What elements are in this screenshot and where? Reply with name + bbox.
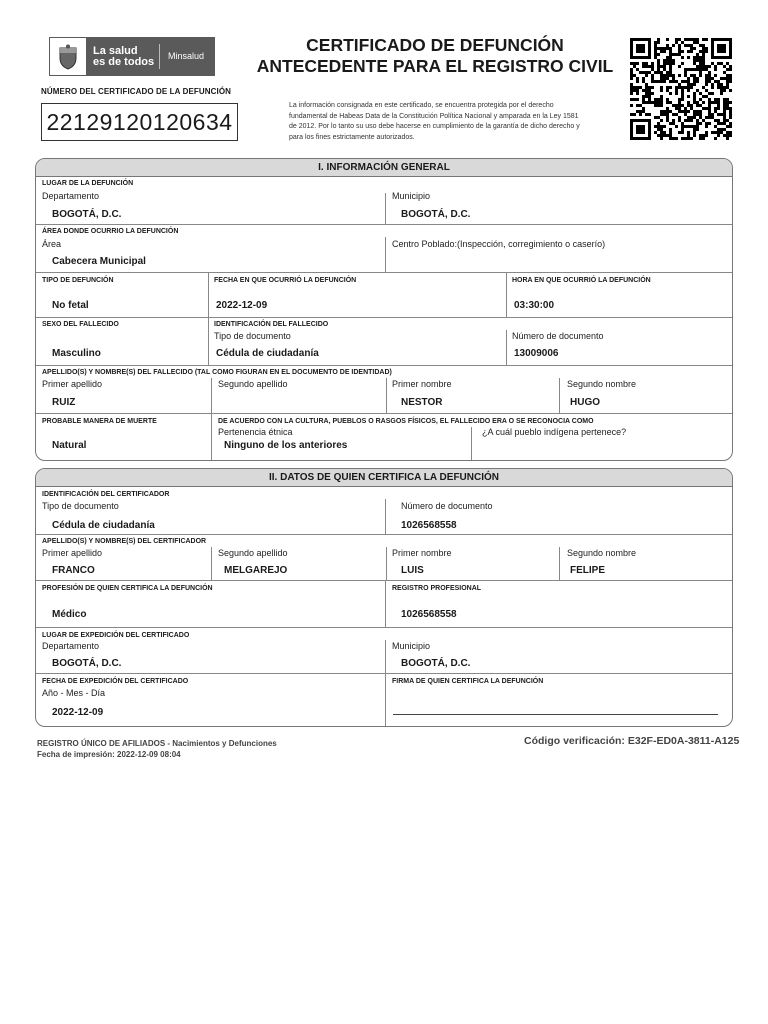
departamento-value: BOGOTÁ, D.C. (52, 209, 122, 220)
primer-nombre-value: NESTOR (401, 397, 443, 408)
etnica-label: Pertenencia étnica (218, 427, 293, 437)
manera-value: Natural (52, 440, 87, 451)
section-certifier-data (35, 468, 733, 727)
municipio-label: Municipio (392, 191, 431, 201)
pueblo-label: ¿A cuál pueblo indígena pertenece? (482, 427, 627, 437)
lugar-label: LUGAR DE LA DEFUNCIÓN (42, 180, 134, 187)
logo-text-line2: es de todos (93, 56, 155, 68)
row-sexo-ident (36, 318, 732, 366)
departamento-label: Departamento (42, 191, 100, 201)
fecha-value: 2022-12-09 (216, 300, 268, 311)
area-value: Cabecera Municipal (52, 256, 146, 267)
row-nombres (36, 366, 732, 414)
row-tipo-fecha-hora (36, 273, 732, 318)
row-profesion (36, 581, 732, 628)
cert-primer-nombre-label: Primer nombre (392, 548, 452, 558)
footer-info (37, 738, 277, 760)
cert-segundo-nombre-value: FELIPE (570, 565, 606, 576)
tipo-doc-value: Cédula de ciudadanía (216, 348, 319, 359)
footer-registro: REGISTRO ÚNICO DE AFILIADOS (37, 739, 166, 748)
cert-primer-apellido-label: Primer apellido (42, 548, 103, 558)
cert-segundo-nombre-label: Segundo nombre (567, 548, 637, 558)
cert-segundo-apellido-value: MELGAREJO (224, 565, 288, 576)
area-label: ÁREA DONDE OCURRIO LA DEFUNCIÓN (42, 228, 179, 235)
cert-nombres-label: APELLIDO(S) Y NOMBRE(S) DEL CERTIFICADOR (42, 538, 207, 545)
exp-municipio-label: Municipio (392, 641, 431, 651)
row-area (36, 225, 732, 273)
qr-code-icon (630, 38, 732, 140)
hora-value: 03:30:00 (514, 300, 555, 311)
section-title: I. INFORMACIÓN GENERAL (36, 159, 732, 177)
num-doc-label: Número de documento (512, 331, 604, 341)
segundo-apellido-label: Segundo apellido (218, 379, 288, 389)
fecha-exp-value: 2022-12-09 (52, 707, 104, 718)
cert-num-doc-value: 1026568558 (401, 520, 457, 531)
row-manera-etnia (36, 414, 732, 460)
fecha-exp-label: FECHA DE EXPEDICIÓN DEL CERTIFICADO (42, 678, 189, 685)
cert-segundo-apellido-label: Segundo apellido (218, 548, 288, 558)
cert-primer-apellido-value: FRANCO (52, 565, 95, 576)
fecha-label: FECHA EN QUE OCURRIÓ LA DEFUNCIÓN (214, 277, 357, 284)
footer-impresion: Fecha de impresión: 2022-12-09 08:04 (37, 750, 181, 759)
minsalud-logo (49, 37, 215, 76)
manera-label: PROBABLE MANERA DE MUERTE (42, 418, 157, 425)
municipio-value: BOGOTÁ, D.C. (401, 209, 471, 220)
row-certifier-names (36, 535, 732, 581)
cert-tipo-doc-value: Cédula de ciudadanía (52, 520, 155, 531)
registro-label: REGISTRO PROFESIONAL (392, 585, 482, 592)
title-line2: ANTECEDENTE PARA EL REGISTRO CIVIL (256, 56, 614, 76)
profesion-label: PROFESIÓN DE QUIEN CERTIFICA LA DEFUNCIÓN (42, 585, 213, 592)
primer-apellido-label: Primer apellido (42, 379, 103, 389)
privacy-notice: La información consignada en este certificado, se encuentra protegida por el derecho fundamental de Habeas Data de la Constitución Política Nacional y amparada en la Ley 1581 de 2012. Por lo tanto su uso debe hacerse en cumplimiento de la garantía de dicho derecho y para los fines estrictamente autorizados. (289, 102, 580, 142)
firma-label: FIRMA DE QUIEN CERTIFICA LA DEFUNCIÓN (392, 678, 544, 685)
primer-apellido-value: RUIZ (52, 397, 76, 408)
title-line1: CERTIFICADO DE DEFUNCIÓN (306, 35, 564, 55)
registro-value: 1026568558 (401, 609, 457, 620)
sexo-label: SEXO DEL FALLECIDO (42, 321, 119, 328)
document-title (250, 35, 620, 77)
section-title: II. DATOS DE QUIEN CERTIFICA LA DEFUNCIÓN (36, 469, 732, 487)
signature-line (393, 714, 718, 715)
segundo-nombre-value: HUGO (570, 397, 600, 408)
row-lugar-expedicion (36, 628, 732, 674)
segundo-nombre-label: Segundo nombre (567, 379, 637, 389)
etnica-value: Ninguno de los anteriores (224, 440, 348, 451)
verification-code: Código verificación: E32F-ED0A-3811-A125 (524, 735, 740, 747)
section-general-info (35, 158, 733, 461)
tipo-value: No fetal (52, 300, 89, 311)
row-certifier-ident (36, 487, 732, 535)
profesion-value: Médico (52, 609, 87, 620)
coat-of-arms-icon (49, 37, 87, 76)
cert-number-label: NÚMERO DEL CERTIFICADO DE LA DEFUNCIÓN (41, 87, 232, 96)
nombres-label: APELLIDO(S) Y NOMBRE(S) DEL FALLECIDO (TAL COMO FIGURAN EN EL DOCUMENTO DE IDENTIDAD) (42, 369, 392, 376)
exp-departamento-label: Departamento (42, 641, 100, 651)
cert-number: 22129120120634 (41, 103, 238, 141)
cert-tipo-doc-label: Tipo de documento (42, 501, 119, 511)
exp-departamento-value: BOGOTÁ, D.C. (52, 658, 122, 669)
logo-text-line1: La salud (93, 45, 138, 57)
lugar-exp-label: LUGAR DE EXPEDICIÓN DEL CERTIFICADO (42, 632, 190, 639)
num-doc-value: 13009006 (514, 348, 559, 359)
tipo-label: TIPO DE DEFUNCIÓN (42, 277, 114, 284)
row-lugar (36, 177, 732, 225)
sexo-value: Masculino (52, 348, 101, 359)
cert-primer-nombre-value: LUIS (401, 565, 424, 576)
exp-municipio-value: BOGOTÁ, D.C. (401, 658, 471, 669)
ident-label: IDENTIFICACIÓN DEL FALLECIDO (214, 321, 329, 328)
centro-poblado-label: Centro Poblado:(Inspección, corregimiento o caserío) (392, 239, 606, 249)
primer-nombre-label: Primer nombre (392, 379, 452, 389)
logo-ministry: Minsalud (168, 51, 205, 61)
row-fecha-firma (36, 674, 732, 726)
hora-label: HORA EN QUE OCURRIÓ LA DEFUNCIÓN (512, 277, 651, 284)
cert-num-doc-label: Número de documento (401, 501, 493, 511)
tipo-doc-label: Tipo de documento (214, 331, 291, 341)
fecha-exp-sublabel: Año - Mes - Día (42, 688, 106, 698)
cultura-label: DE ACUERDO CON LA CULTURA, PUEBLOS O RASGOS FÍSICOS, EL FALLECIDO ERA O SE RECONOCIA COMO (218, 418, 594, 425)
footer-registro-suffix: - Nacimientos y Defunciones (165, 739, 277, 748)
cert-ident-label: IDENTIFICACIÓN DEL CERTIFICADOR (42, 491, 170, 498)
area-sublabel: Área (42, 239, 62, 249)
